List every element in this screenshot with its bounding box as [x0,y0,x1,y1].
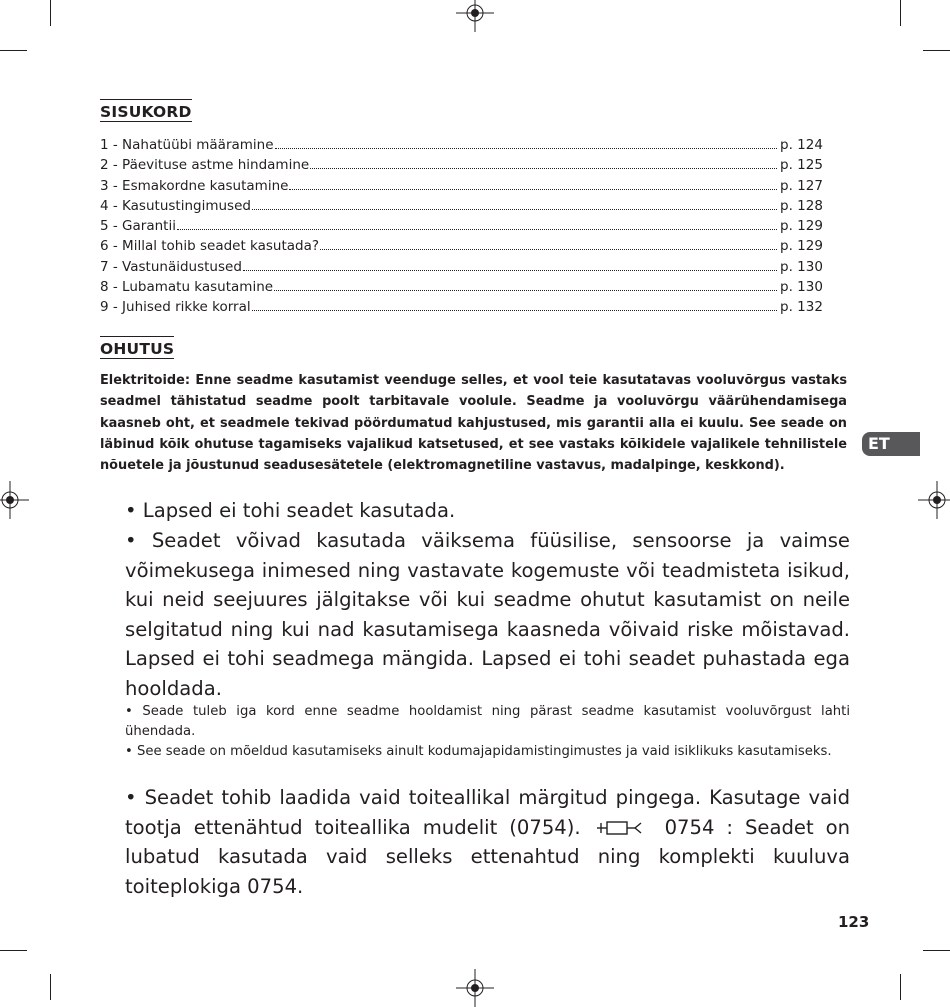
toc-page: p. 124 [780,137,823,153]
crop-mark [50,974,51,1000]
toc-label: 9 - Juhised rikke korral [100,299,251,316]
toc-page: p. 130 [780,258,823,275]
page-number: 123 [838,913,870,931]
safety-heading: OHUTUS [100,336,174,359]
registration-mark-icon [0,481,29,519]
toc-row[interactable] [100,196,822,216]
toc-row[interactable] [100,216,822,236]
toc-row[interactable] [100,277,822,297]
bullet-persons: • Seadet võivad kasutada väiksema füüsilise, sensoorse ja vaimse võimekusega inimesed ning vastavate kogemuste või teadmisteta isikud, kui neid seejuures jälgitakse või kui seadme ohutut kasutamist on neile selgitatud ning kui nad kasutamisega kaasneda võivaid riske mõistavad. Lapsed ei tohi seadmega mängida. Lapsed ei tohi seadet puhastada ega hooldada. [125,529,850,700]
toc-page: p. 132 [780,299,823,316]
toc-label: 7 - Vastunäidustused [100,258,242,275]
toc-label: 4 - Kasutustingimused [100,197,251,214]
toc-leader [310,167,777,169]
registration-mark-icon [456,969,494,1007]
crop-mark [0,50,27,51]
toc-row[interactable] [100,155,822,175]
toc-heading: SISUKORD [100,99,192,122]
crop-mark [923,50,950,51]
bullet-disconnect: • Seade tuleb iga kord enne seadme hooldamist ning pärast seadme kasutamist vooluvõrgust lahti ühendada. [125,704,850,739]
toc-page: p. 125 [780,157,823,174]
toc-leader [177,228,777,230]
toc-leader [275,147,777,149]
toc-page: p. 128 [780,197,823,214]
toc-label: 8 - Lubamatu kasutamine [100,279,274,296]
crop-mark [0,950,27,951]
toc-row[interactable] [100,236,822,256]
toc-label: 6 - Millal tohib seadet kasutada? [100,238,320,255]
toc-leader [320,248,777,250]
table-of-contents [100,135,822,318]
bullet-household: • See seade on mõeldud kasutamiseks ainult kodumajapidamistingimustes ja vaid isiklikuks kasutamiseks. [125,744,832,759]
registration-mark-icon [456,0,494,32]
crop-mark [900,0,901,26]
toc-label: 5 - Garantii [100,218,176,235]
toc-page: p. 129 [780,238,823,255]
toc-page: p. 129 [780,218,823,235]
toc-label: 1 - Nahatüübi määramine [100,137,274,153]
toc-page: p. 130 [780,279,823,296]
toc-row[interactable] [100,176,822,196]
registration-mark-icon [918,481,950,519]
toc-row[interactable] [100,297,822,317]
toc-label: 3 - Esmakordne kasutamine [100,177,289,194]
toc-page: p. 127 [780,177,823,194]
toc-leader [289,188,777,190]
toc-leader [252,208,777,210]
toc-row[interactable] [100,257,822,277]
bullet-voltage-text-2: 0754 : Seadet on lubatud kasutada vaid selleks ettenahtud ning komplekti kuuluva toiteplokiga 0754. [125,815,851,898]
bullet-voltage [125,783,850,901]
crop-mark [50,0,51,26]
power-supply-warning: Elektritoide: Enne seadme kasutamist veenduge selles, et vool teie kasutatavas vooluvõrgus vastaks seadmel tähistatud seadme poolt tarbitavale voolule. Seadme ja vooluvõrgu väärühendamisega kaasneb oht, et seadmele tekivad pöördumatud kahjustused, mis garantii alla ei kuulu. See seade on läbinud kõik ohutuse tagamiseks vajalikud katsetused, et see vastaks kõikidele vajalikele tehnilistele nõuetele ja jõustunud seadusesätetele (elektromagnetiline vastavus, madalpinge, keskkond). [100,373,847,474]
crop-mark [923,950,950,951]
toc-leader [274,289,777,291]
bullet-voltage-text: • Seadet tohib laadida vaid toiteallikal märgitud pingega. Kasutage vaid tootja ettenähtud toiteallika mudelit (0754). [125,786,850,839]
toc-row[interactable] [100,135,822,155]
power-supply-icon [595,820,651,836]
crop-mark [900,974,901,1000]
toc-label: 2 - Päevituse astme hindamine [100,157,310,174]
bullet-children: • Lapsed ei tohi seadet kasutada. [125,499,456,522]
toc-leader [252,309,777,311]
language-tab: ET [862,432,920,456]
toc-leader [243,269,777,271]
